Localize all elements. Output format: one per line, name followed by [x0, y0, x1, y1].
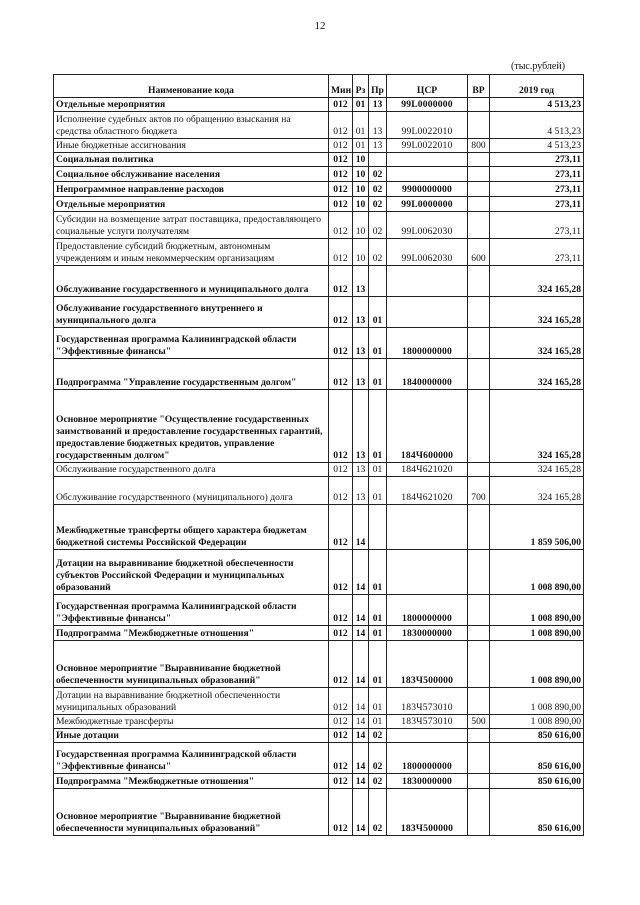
row-csr — [387, 266, 468, 297]
row-pr: 02 — [369, 197, 387, 212]
table-row — [54, 197, 584, 212]
row-min: 012 — [329, 266, 353, 297]
row-name: Государственная программа Калининградской области "Эффективные финансы" — [54, 595, 329, 626]
row-amount: 1 008 890,00 — [490, 626, 584, 641]
header-min: Мин — [329, 75, 353, 98]
row-pr: 01 — [369, 390, 387, 463]
row-csr: 1800000000 — [387, 328, 468, 359]
row-amount: 324 165,28 — [490, 266, 584, 297]
row-amount: 850 616,00 — [490, 789, 584, 836]
row-rz: 14 — [353, 626, 369, 641]
table-row — [54, 715, 584, 729]
row-vr — [468, 550, 490, 595]
table-row — [54, 641, 584, 688]
table-body — [54, 98, 584, 836]
table-row — [54, 212, 584, 239]
row-rz: 10 — [353, 182, 369, 197]
row-vr — [468, 641, 490, 688]
row-pr: 01 — [369, 641, 387, 688]
row-name: Иные дотации — [54, 729, 329, 743]
row-name: Основное мероприятие "Осуществление государственных заимствований и предоставление государственных гарантий, предоставление бюджетных кредитов, управление государственным долгом" — [54, 390, 329, 463]
row-vr — [468, 112, 490, 139]
row-pr: 02 — [369, 774, 387, 789]
row-name: Обслуживание государственного внутреннего и муниципального долга — [54, 297, 329, 328]
row-amount: 324 165,28 — [490, 390, 584, 463]
row-vr — [468, 688, 490, 715]
row-amount: 1 008 890,00 — [490, 550, 584, 595]
row-min: 012 — [329, 212, 353, 239]
row-amount: 324 165,28 — [490, 463, 584, 477]
row-amount: 850 616,00 — [490, 729, 584, 743]
row-min: 012 — [329, 297, 353, 328]
row-min: 012 — [329, 641, 353, 688]
header-year: 2019 год — [490, 75, 584, 98]
table-row — [54, 153, 584, 167]
row-name: Основное мероприятие "Выравнивание бюджетной обеспеченности муниципальных образований" — [54, 789, 329, 836]
row-vr — [468, 297, 490, 328]
row-amount: 4 513,23 — [490, 98, 584, 112]
row-min: 012 — [329, 477, 353, 505]
row-min: 012 — [329, 743, 353, 774]
row-rz: 01 — [353, 112, 369, 139]
header-pr: Пр — [369, 75, 387, 98]
row-csr: 183Ч500000 — [387, 789, 468, 836]
row-name: Межбюджетные трансферты — [54, 715, 329, 729]
row-name: Основное мероприятие "Выравнивание бюджетной обеспеченности муниципальных образований" — [54, 641, 329, 688]
row-amount: 850 616,00 — [490, 774, 584, 789]
table-row — [54, 743, 584, 774]
row-name: Подпрограмма "Межбюджетные отношения" — [54, 774, 329, 789]
row-amount: 273,11 — [490, 167, 584, 182]
table-row — [54, 112, 584, 139]
row-vr — [468, 212, 490, 239]
row-vr — [468, 197, 490, 212]
row-rz: 14 — [353, 729, 369, 743]
row-csr: 183Ч573010 — [387, 688, 468, 715]
row-rz: 10 — [353, 167, 369, 182]
row-min: 012 — [329, 626, 353, 641]
row-csr: 99L0000000 — [387, 197, 468, 212]
row-name: Государственная программа Калининградской области "Эффективные финансы" — [54, 328, 329, 359]
row-vr: 600 — [468, 239, 490, 266]
row-name: Непрограммное направление расходов — [54, 182, 329, 197]
row-pr: 01 — [369, 550, 387, 595]
row-rz: 13 — [353, 359, 369, 390]
row-pr: 01 — [369, 297, 387, 328]
row-csr: 1840000000 — [387, 359, 468, 390]
row-rz: 14 — [353, 505, 369, 550]
row-pr: 01 — [369, 477, 387, 505]
row-amount: 273,11 — [490, 197, 584, 212]
table-row — [54, 239, 584, 266]
row-vr — [468, 626, 490, 641]
row-csr: 184Ч600000 — [387, 390, 468, 463]
row-amount: 273,11 — [490, 212, 584, 239]
row-pr: 02 — [369, 212, 387, 239]
row-vr — [468, 774, 490, 789]
row-rz: 14 — [353, 715, 369, 729]
row-amount: 1 859 506,00 — [490, 505, 584, 550]
row-name: Социальная политика — [54, 153, 329, 167]
header-rz: Рз — [353, 75, 369, 98]
row-min: 012 — [329, 729, 353, 743]
row-name: Исполнение судебных актов по обращению взыскания на средства областного бюджета — [54, 112, 329, 139]
row-csr — [387, 153, 468, 167]
row-vr — [468, 98, 490, 112]
row-rz: 01 — [353, 139, 369, 153]
row-amount: 273,11 — [490, 153, 584, 167]
row-rz: 14 — [353, 595, 369, 626]
row-pr: 01 — [369, 688, 387, 715]
row-amount: 1 008 890,00 — [490, 688, 584, 715]
row-pr: 02 — [369, 729, 387, 743]
row-csr: 184Ч621020 — [387, 477, 468, 505]
row-vr — [468, 328, 490, 359]
row-pr: 13 — [369, 112, 387, 139]
row-csr: 1800000000 — [387, 595, 468, 626]
page-number: 12 — [314, 20, 326, 32]
row-csr: 184Ч621020 — [387, 463, 468, 477]
row-amount: 1 008 890,00 — [490, 595, 584, 626]
table-row — [54, 688, 584, 715]
row-rz: 14 — [353, 774, 369, 789]
table-row — [54, 595, 584, 626]
row-vr — [468, 390, 490, 463]
table-row — [54, 139, 584, 153]
row-csr: 99L0062030 — [387, 239, 468, 266]
table-row — [54, 463, 584, 477]
row-amount: 850 616,00 — [490, 743, 584, 774]
row-rz: 14 — [353, 789, 369, 836]
row-vr — [468, 182, 490, 197]
table-row — [54, 477, 584, 505]
row-vr — [468, 153, 490, 167]
row-vr — [468, 729, 490, 743]
row-rz: 14 — [353, 550, 369, 595]
row-pr: 02 — [369, 743, 387, 774]
row-rz: 13 — [353, 390, 369, 463]
row-rz: 13 — [353, 328, 369, 359]
table-row — [54, 390, 584, 463]
table-row — [54, 167, 584, 182]
row-pr: 01 — [369, 626, 387, 641]
table-row — [54, 774, 584, 789]
row-amount: 324 165,28 — [490, 477, 584, 505]
row-name: Отдельные мероприятия — [54, 197, 329, 212]
row-csr — [387, 505, 468, 550]
header-csr: ЦСР — [387, 75, 468, 98]
row-min: 012 — [329, 774, 353, 789]
row-vr — [468, 743, 490, 774]
row-name: Межбюджетные трансферты общего характера бюджетам бюджетной системы Российской Федерации — [54, 505, 329, 550]
row-pr: 02 — [369, 167, 387, 182]
row-vr — [468, 789, 490, 836]
row-name: Подпрограмма "Межбюджетные отношения" — [54, 626, 329, 641]
row-pr: 13 — [369, 98, 387, 112]
row-rz: 13 — [353, 463, 369, 477]
row-amount: 4 513,23 — [490, 112, 584, 139]
row-csr: 183Ч573010 — [387, 715, 468, 729]
row-amount: 273,11 — [490, 182, 584, 197]
row-csr — [387, 167, 468, 182]
row-pr: 01 — [369, 715, 387, 729]
row-csr: 99L0062030 — [387, 212, 468, 239]
row-rz: 10 — [353, 197, 369, 212]
row-min: 012 — [329, 463, 353, 477]
row-vr — [468, 266, 490, 297]
row-name: Обслуживание государственного (муниципального) долга — [54, 477, 329, 505]
table-row — [54, 550, 584, 595]
table-row — [54, 505, 584, 550]
row-pr: 02 — [369, 182, 387, 197]
row-vr: 500 — [468, 715, 490, 729]
row-pr: 02 — [369, 239, 387, 266]
row-rz: 13 — [353, 297, 369, 328]
row-csr: 1800000000 — [387, 743, 468, 774]
row-min: 012 — [329, 390, 353, 463]
row-name: Обслуживание государственного и муниципального долга — [54, 266, 329, 297]
row-name: Отдельные мероприятия — [54, 98, 329, 112]
row-name: Дотации на выравнивание бюджетной обеспеченности субъектов Российской Федерации и муниципальных образований — [54, 550, 329, 595]
row-amount: 4 513,23 — [490, 139, 584, 153]
row-min: 012 — [329, 505, 353, 550]
table-row — [54, 729, 584, 743]
row-csr — [387, 729, 468, 743]
row-rz: 14 — [353, 743, 369, 774]
row-pr: 01 — [369, 595, 387, 626]
row-csr — [387, 297, 468, 328]
row-csr: 99L0022010 — [387, 139, 468, 153]
row-min: 012 — [329, 98, 353, 112]
row-csr: 9900000000 — [387, 182, 468, 197]
row-min: 012 — [329, 153, 353, 167]
budget-table — [53, 74, 584, 836]
table-row — [54, 359, 584, 390]
row-amount: 324 165,28 — [490, 297, 584, 328]
row-csr: 99L0022010 — [387, 112, 468, 139]
table-row — [54, 297, 584, 328]
row-rz: 10 — [353, 239, 369, 266]
table-header-row — [54, 75, 584, 98]
row-name: Дотации на выравнивание бюджетной обеспеченности муниципальных образований — [54, 688, 329, 715]
row-vr — [468, 359, 490, 390]
row-min: 012 — [329, 595, 353, 626]
row-name: Предоставление субсидий бюджетным, автономным учреждениям и иным некоммерческим организациям — [54, 239, 329, 266]
row-vr: 800 — [468, 139, 490, 153]
header-vr: ВР — [468, 75, 490, 98]
row-min: 012 — [329, 715, 353, 729]
table-row — [54, 182, 584, 197]
row-csr: 1830000000 — [387, 774, 468, 789]
row-csr — [387, 550, 468, 595]
row-vr — [468, 463, 490, 477]
row-min: 012 — [329, 328, 353, 359]
row-name: Иные бюджетные ассигнования — [54, 139, 329, 153]
row-rz: 10 — [353, 153, 369, 167]
row-amount: 1 008 890,00 — [490, 641, 584, 688]
row-min: 012 — [329, 112, 353, 139]
row-csr: 183Ч500000 — [387, 641, 468, 688]
row-name: Государственная программа Калининградской области "Эффективные финансы" — [54, 743, 329, 774]
row-min: 012 — [329, 550, 353, 595]
row-pr: 01 — [369, 328, 387, 359]
row-pr: 01 — [369, 463, 387, 477]
row-min: 012 — [329, 688, 353, 715]
row-amount: 324 165,28 — [490, 328, 584, 359]
row-vr — [468, 167, 490, 182]
row-min: 012 — [329, 239, 353, 266]
row-min: 012 — [329, 197, 353, 212]
row-rz: 14 — [353, 688, 369, 715]
table-row — [54, 266, 584, 297]
row-min: 012 — [329, 167, 353, 182]
row-amount: 273,11 — [490, 239, 584, 266]
header-name: Наименование кода — [54, 75, 329, 98]
row-vr: 700 — [468, 477, 490, 505]
table-row — [54, 98, 584, 112]
units-label: (тыс.рублей) — [511, 61, 566, 72]
table-row — [54, 789, 584, 836]
row-name: Субсидии на возмещение затрат поставщика, предоставляющего социальные услуги получателям — [54, 212, 329, 239]
row-rz: 14 — [353, 641, 369, 688]
row-name: Социальное обслуживание населения — [54, 167, 329, 182]
row-vr — [468, 595, 490, 626]
table-row — [54, 328, 584, 359]
row-min: 012 — [329, 359, 353, 390]
row-csr: 99L0000000 — [387, 98, 468, 112]
row-vr — [468, 505, 490, 550]
row-name: Подпрограмма "Управление государственным долгом" — [54, 359, 329, 390]
row-pr: 01 — [369, 359, 387, 390]
row-csr: 1830000000 — [387, 626, 468, 641]
row-rz: 01 — [353, 98, 369, 112]
row-pr — [369, 153, 387, 167]
row-amount: 1 008 890,00 — [490, 715, 584, 729]
row-min: 012 — [329, 182, 353, 197]
row-rz: 10 — [353, 212, 369, 239]
row-amount: 324 165,28 — [490, 359, 584, 390]
row-min: 012 — [329, 789, 353, 836]
row-pr: 02 — [369, 789, 387, 836]
table-row — [54, 626, 584, 641]
row-rz: 13 — [353, 477, 369, 505]
row-name: Обслуживание государственного долга — [54, 463, 329, 477]
row-min: 012 — [329, 139, 353, 153]
row-pr — [369, 266, 387, 297]
row-pr: 13 — [369, 139, 387, 153]
row-rz: 13 — [353, 266, 369, 297]
row-pr — [369, 505, 387, 550]
